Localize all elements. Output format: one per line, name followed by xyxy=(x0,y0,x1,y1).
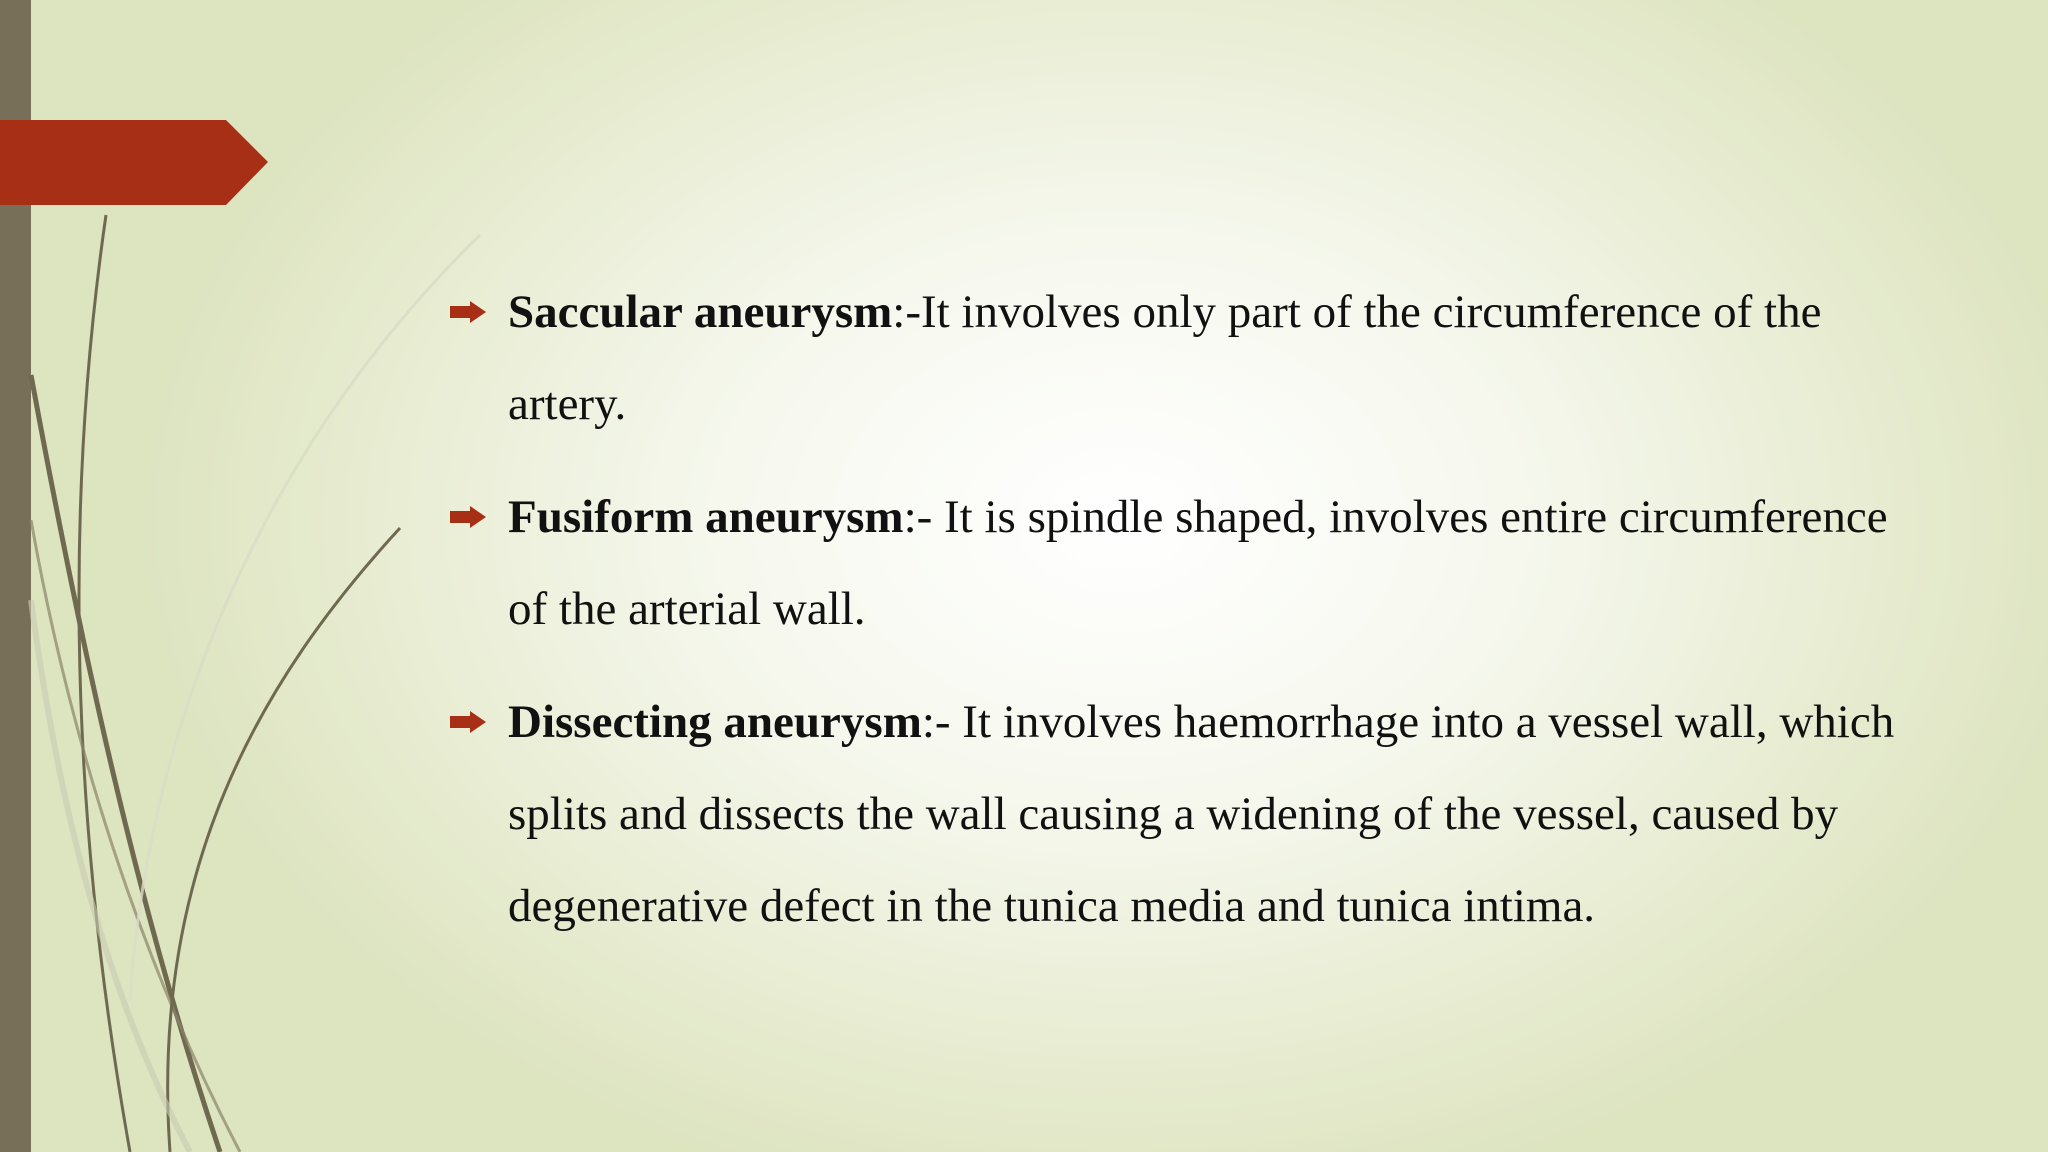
bullet-item-dissecting xyxy=(450,676,1930,952)
bullet-description: :-It involves only part of the circumference of the artery. xyxy=(508,286,1822,430)
arrow-bullet-icon xyxy=(450,266,508,358)
bullet-item-fusiform xyxy=(450,471,1930,655)
bullet-description: :- It involves haemorrhage into a vessel wall, which splits and dissects the wall causing a widening of the vessel, caused by degenerative defect in the tunica media and tunica intima. xyxy=(508,696,1895,932)
title-tab-shape xyxy=(0,120,268,205)
bullet-item-saccular xyxy=(450,266,1930,450)
bullet-description: :- It is spindle shaped, involves entire circumference of the arterial wall. xyxy=(508,491,1888,635)
arrow-bullet-icon xyxy=(450,471,508,563)
bullet-term: Saccular aneurysm xyxy=(508,286,893,338)
bullet-text xyxy=(508,676,1930,952)
bullet-text xyxy=(508,471,1930,655)
bullet-term: Dissecting aneurysm xyxy=(508,696,922,748)
bullet-text xyxy=(508,266,1930,450)
bullet-list xyxy=(450,266,1930,973)
bullet-term: Fusiform aneurysm xyxy=(508,491,904,543)
arrow-bullet-icon xyxy=(450,676,508,768)
